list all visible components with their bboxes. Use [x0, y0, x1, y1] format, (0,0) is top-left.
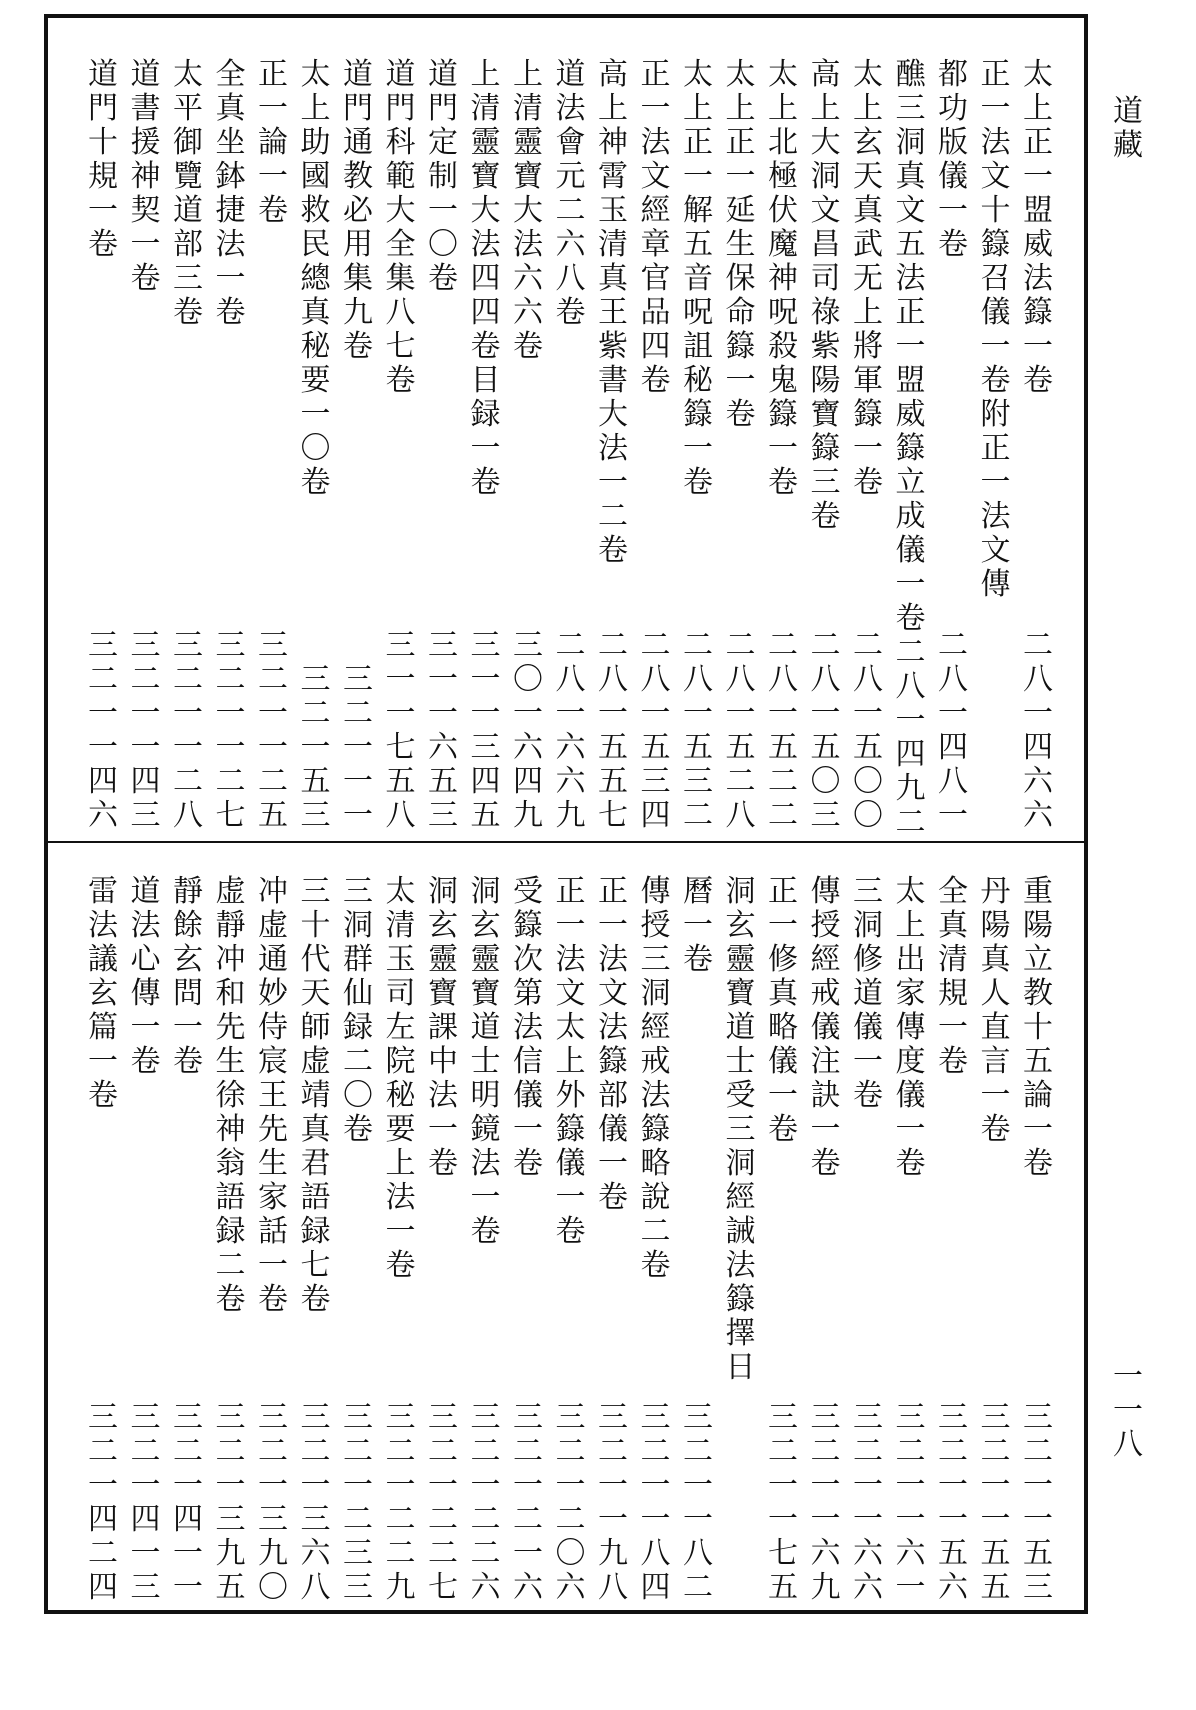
entry-page-ref: 三二一一二七 [215, 628, 246, 833]
entry-title: 正一法文法籙部儀一卷 [598, 874, 628, 1215]
entry-page-ref: 三二一一四三 [130, 628, 161, 833]
catalog-lower-section [48, 843, 1084, 1614]
catalog-entry [168, 58, 208, 833]
catalog-entry [678, 58, 718, 833]
entry-page-ref: 三二一二三三 [343, 1400, 373, 1605]
entry-title: 正一修真略儀一卷 [768, 874, 798, 1147]
catalog-entry [168, 875, 208, 1605]
entry-title: 都功版儀一卷 [938, 57, 968, 262]
entry-title: 上清靈寶大法六六卷 [513, 57, 543, 364]
catalog-entry [721, 875, 761, 1605]
catalog-frame [44, 14, 1088, 1614]
entry-title: 洞玄靈寶道士明鏡法一卷 [470, 874, 501, 1249]
catalog-entry [551, 58, 591, 833]
catalog-entry [636, 875, 676, 1605]
catalog-entry [211, 875, 251, 1605]
entry-title: 高上大洞文昌司祿紫陽寶籙三卷 [810, 57, 841, 534]
catalog-entry [211, 58, 251, 833]
entry-title: 道法會元二六八卷 [555, 57, 586, 330]
catalog-entry [933, 875, 973, 1605]
entry-title: 道門定制一〇卷 [428, 57, 458, 296]
catalog-entry [636, 58, 676, 833]
entry-title: 太上正一延生保命籙一卷 [725, 57, 756, 432]
entry-title: 太平御覽道部三卷 [173, 57, 203, 330]
entry-title: 正一論一卷 [258, 57, 288, 228]
catalog-entry [296, 58, 336, 833]
entry-page-ref: 三二一一二八 [173, 628, 203, 833]
entry-title: 傳授經戒儀注訣一卷 [810, 874, 841, 1181]
catalog-entry [721, 58, 761, 833]
entry-page-ref: 二八一四九二 [895, 635, 926, 840]
entry-title: 三洞修道儀一卷 [853, 874, 883, 1113]
catalog-entry [253, 58, 293, 833]
entry-title: 三洞群仙録二〇卷 [343, 874, 373, 1147]
catalog-entry [83, 58, 123, 833]
catalog-entry [976, 58, 1016, 833]
entry-title: 太上出家傳度儀一卷 [895, 874, 926, 1181]
entry-page-ref: 二八一五二二 [768, 628, 798, 833]
entry-page-ref: 三二一一一 [343, 662, 373, 833]
entry-title: 太上北極伏魔神呪殺鬼籙一卷 [768, 57, 798, 500]
catalog-entry [891, 875, 931, 1605]
catalog-entry [848, 875, 888, 1605]
catalog-entry [806, 58, 846, 833]
entry-title: 醮三洞真文五法正一盟威籙立成儀一卷 [895, 57, 926, 636]
entry-page-ref: 三二一一六九 [810, 1400, 841, 1605]
entry-page-ref: 三二一一五六 [938, 1400, 968, 1605]
entry-title: 正一法文經章官品四卷 [640, 57, 671, 398]
entry-title: 道法心傳一卷 [130, 874, 161, 1079]
catalog-entry [126, 875, 166, 1605]
catalog-entry [806, 875, 846, 1605]
entry-title: 三十代天師虚靖真君語録七卷 [300, 874, 331, 1317]
catalog-entry [976, 875, 1016, 1605]
catalog-entry [551, 875, 591, 1605]
entry-page-ref: 三二一一八四 [640, 1400, 671, 1605]
entry-page-ref: 二八一五五七 [598, 628, 628, 833]
page-number: 一一八 [1113, 1359, 1143, 1462]
catalog-entry [678, 875, 718, 1605]
entry-page-ref: 二八一四八一 [938, 628, 968, 833]
entry-title: 道門科範大全集八七卷 [385, 57, 416, 398]
catalog-entry [508, 58, 548, 833]
entry-page-ref: 二八一五二八 [725, 628, 756, 833]
entry-page-ref: 三二一一六一 [895, 1400, 926, 1605]
catalog-entry [423, 875, 463, 1605]
entry-page-ref: 三二一三九〇 [258, 1400, 288, 1605]
entry-title: 雷法議玄篇一卷 [88, 874, 118, 1113]
entry-title: 全真清規一卷 [938, 874, 968, 1079]
entry-title: 太上玄天真武无上將軍籙一卷 [853, 57, 883, 500]
catalog-entry [466, 58, 506, 833]
entry-page-ref: 三二一三九五 [215, 1400, 246, 1605]
entry-title: 傳授三洞經戒法籙略說二卷 [640, 874, 671, 1283]
catalog-entry [1018, 875, 1058, 1605]
entry-title: 靜餘玄問一卷 [173, 874, 203, 1079]
catalog-entry [466, 875, 506, 1605]
catalog-entry [763, 58, 803, 833]
entry-page-ref: 三二一二二九 [385, 1400, 416, 1605]
entry-page-ref: 二八一五三二 [683, 628, 713, 833]
entry-page-ref: 三二一五三 [300, 662, 331, 833]
entry-page-ref: 三二一一五五 [980, 1400, 1011, 1605]
entry-title: 受籙次第法信儀一卷 [513, 874, 543, 1181]
entry-page-ref: 二八一五〇三 [810, 628, 841, 833]
entry-page-ref: 三一一七五八 [385, 628, 416, 833]
entry-title: 道書援神契一卷 [130, 57, 161, 296]
entry-page-ref: 二八一五三四 [640, 628, 671, 833]
entry-page-ref: 三一一三四五 [470, 628, 501, 833]
catalog-entry [933, 58, 973, 833]
entry-page-ref: 三二一一七五 [768, 1400, 798, 1605]
catalog-entry [83, 875, 123, 1605]
entry-title: 重陽立教十五論一卷 [1023, 874, 1053, 1181]
entry-page-ref: 三一一六五三 [428, 628, 458, 833]
catalog-entry [593, 875, 633, 1605]
entry-page-ref: 三二一二〇六 [555, 1400, 586, 1605]
entry-title: 曆一卷 [683, 874, 713, 977]
entry-title: 虚靜冲和先生徐神翁語録二卷 [215, 874, 246, 1317]
entry-page-ref: 三二一一八二 [683, 1400, 713, 1605]
entry-page-ref: 三二一二二七 [428, 1400, 458, 1605]
entry-page-ref: 三二一四一一 [173, 1400, 203, 1605]
entry-title: 洞玄靈寶道士受三洞經誡法籙擇日 [725, 874, 756, 1385]
entry-page-ref: 三二一二一六 [513, 1400, 543, 1605]
entry-title: 高上神霄玉清真王紫書大法一二卷 [598, 57, 628, 568]
book-title: 道 藏 [1113, 94, 1173, 163]
entry-title: 太上正一盟威法籙一卷 [1023, 57, 1053, 398]
catalog-entry [1018, 58, 1058, 833]
entry-title: 冲虚通妙侍宸王先生家話一卷 [258, 874, 288, 1317]
catalog-entry [848, 58, 888, 833]
entry-page-ref: 三二一四二四 [88, 1400, 118, 1605]
catalog-entry [338, 875, 378, 1605]
entry-title: 丹陽真人直言一卷 [980, 874, 1011, 1147]
catalog-entry [296, 875, 336, 1605]
entry-page-ref: 三二一二二六 [470, 1400, 501, 1605]
entry-title: 太上正一解五音呪詛秘籙一卷 [683, 57, 713, 500]
entry-title: 洞玄靈寶課中法一卷 [428, 874, 458, 1181]
catalog-entry [763, 875, 803, 1605]
entry-title: 上清靈寶大法四四卷目録一卷 [470, 57, 501, 500]
entry-page-ref: 二八一六六九 [555, 628, 586, 833]
catalog-entry [593, 58, 633, 833]
entry-title: 道門通教必用集九卷 [343, 57, 373, 364]
catalog-upper-section [48, 18, 1084, 841]
catalog-entry [423, 58, 463, 833]
entry-title: 正一法文十籙召儀一卷附正一法文傳 [980, 57, 1011, 602]
catalog-entry [253, 875, 293, 1605]
entry-page-ref: 三二一一二五 [258, 628, 288, 833]
entry-title: 道門十規一卷 [88, 57, 118, 262]
entry-page-ref: 三〇一六四九 [513, 628, 543, 833]
catalog-entry [126, 58, 166, 833]
catalog-entry [338, 58, 378, 833]
catalog-entry [381, 875, 421, 1605]
entry-page-ref: 三二一一九八 [598, 1400, 628, 1605]
catalog-entry [891, 57, 931, 840]
entry-page-ref: 三二一一六六 [853, 1400, 883, 1605]
entry-page-ref: 二八一五〇〇 [853, 628, 883, 833]
entry-title: 全真坐鉢捷法一卷 [215, 57, 246, 330]
entry-title: 正一法文太上外籙儀一卷 [555, 874, 586, 1249]
catalog-entry [508, 875, 548, 1605]
entry-page-ref: 三二一三六八 [300, 1400, 331, 1605]
catalog-entry [381, 58, 421, 833]
entry-title: 太上助國救民總真秘要一〇卷 [300, 57, 331, 500]
entry-page-ref: 二八一四六六 [1023, 628, 1053, 833]
entry-page-ref: 三二一一五三 [1023, 1400, 1053, 1605]
entry-title: 太清玉司左院秘要上法一卷 [385, 874, 416, 1283]
entry-page-ref: 三二一四一三 [130, 1400, 161, 1605]
entry-page-ref: 三二一一四六 [88, 628, 118, 833]
